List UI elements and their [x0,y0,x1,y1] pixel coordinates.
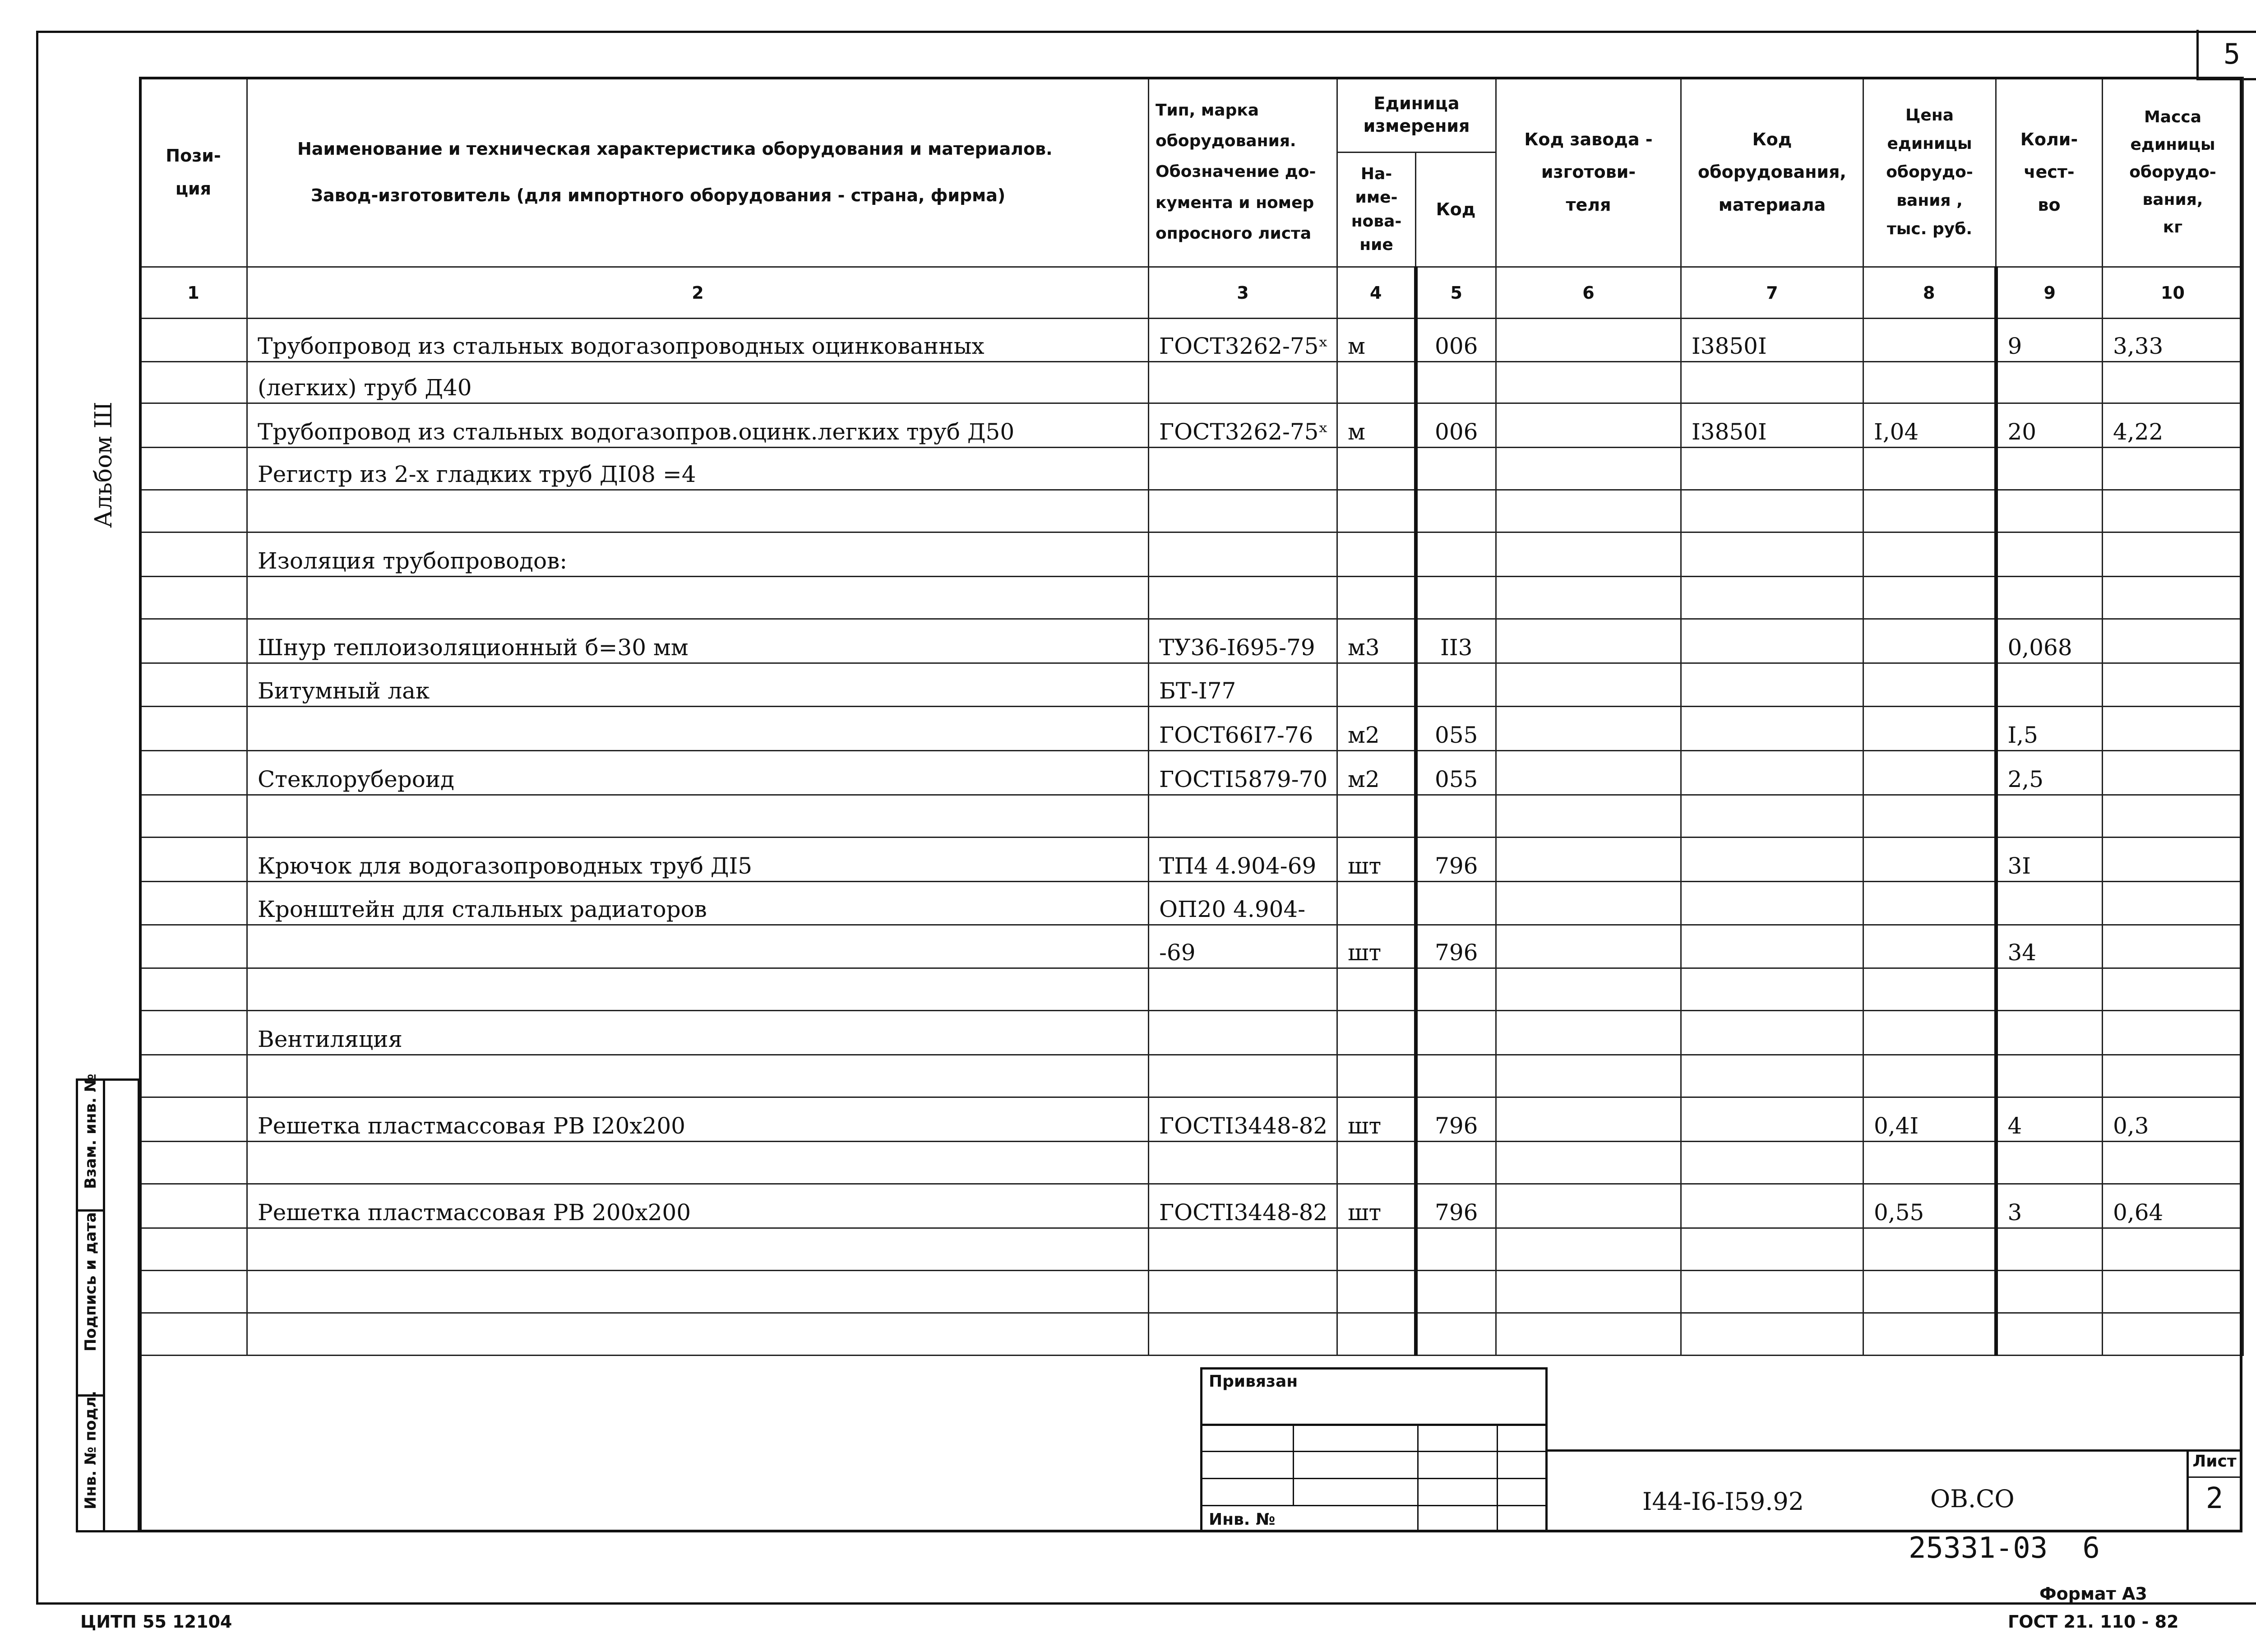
spec-outline [139,77,2242,1532]
header-quantity: Коли- чест- во [1996,78,2103,267]
stamp-inv: Инв. № подл. [82,1390,100,1509]
cell-col2: Крючок для водогазопроводных труб ДI5 [247,838,1149,882]
footer-left: ЦИТП 55 12104 [80,1612,232,1632]
header-equipment-code: Код оборудования, материала [1681,78,1863,267]
cell-col9: 3 [1996,1184,2103,1228]
cell-col5: 006 [1416,319,1496,362]
cell-col3: ГОСТI3448-82 [1149,1184,1337,1228]
cell-col8: 0,55 [1863,1184,1996,1228]
cell-col9: 2,5 [1996,751,2103,795]
cell-col7: I3850I [1681,319,1863,362]
cell-col2: Трубопровод из стальных водогазопроводных оцинкованных [247,319,1149,362]
column-number-6: 6 [1496,267,1681,319]
cell-col3: ГОСТI3448-82 [1149,1097,1337,1142]
list-number: 2 [2205,1482,2224,1515]
header-unit-name: На- име- нова- ние [1337,153,1416,267]
column-number-4: 4 [1337,267,1416,319]
header-position: Пози- ция [140,78,247,267]
cell-col2: Шнур теплоизоляционный б=30 мм [247,619,1149,663]
cell-col2: Решетка пластмассовая РВ I20х200 [247,1097,1149,1142]
cell-col7: I3850I [1681,403,1863,448]
cell-col2: (легких) труб Д40 [247,362,1149,403]
cell-col9: 4 [1996,1097,2103,1142]
cell-col2: Регистр из 2-х гладких труб ДI08 =4 [247,448,1149,490]
document-mark: ОВ.СО [1930,1485,2015,1513]
cell-col5: II3 [1416,619,1496,663]
archive-number: 25331-03 6 [1909,1532,2100,1565]
cell-col2: Вентиляция [247,1011,1149,1055]
cell-col4: шт [1337,925,1416,968]
column-number-2: 2 [247,267,1149,319]
cell-col3: ТУ36-I695-79 [1149,619,1337,663]
cell-col3: ГОСТ3262-75ˣ [1149,403,1337,448]
cell-col5: 006 [1416,403,1496,448]
cell-col10: 0,64 [2103,1184,2243,1228]
document-code: I44-I6-I59.92 [1642,1487,1804,1516]
header-type: Тип, марка оборудования. Обозначение до- кумента и номер опросного листа [1149,78,1337,267]
title-block-top-line [1548,1449,2242,1452]
cell-col4: м3 [1337,619,1416,663]
cell-col5: 796 [1416,1184,1496,1228]
cell-col5: 055 [1416,707,1496,751]
cell-col9: 9 [1996,319,2103,362]
footer-right: ГОСТ 21. 110 - 82 [2008,1612,2179,1632]
cell-col2: Решетка пластмассовая РВ 200х200 [247,1184,1149,1228]
privyazan-label: Привязан [1209,1372,1298,1391]
cell-col5: 796 [1416,838,1496,882]
album-label: Альбом Ш [90,402,117,528]
cell-col5: 796 [1416,925,1496,968]
cell-col3: ГОСТ3262-75ˣ [1149,319,1337,362]
cell-col3: ГОСТI5879-70 [1149,751,1337,795]
cell-col3: -69 [1149,925,1337,968]
cell-col4: м2 [1337,751,1416,795]
header-price: Цена единицы оборудо- вания , тыс. руб. [1863,78,1996,267]
column-number-1: 1 [140,267,247,319]
cell-col4: м [1337,319,1416,362]
cell-col4: шт [1337,838,1416,882]
column-number-3: 3 [1149,267,1337,319]
header-factory-code: Код завода - изготови- теля [1496,78,1681,267]
cell-col5: 055 [1416,751,1496,795]
cell-col3: ТП4 4.904-69 [1149,838,1337,882]
stamp-vzam: Взам. инв. № [82,1074,100,1189]
cell-col5: 796 [1416,1097,1496,1142]
cell-col2: Стеклорубероид [247,751,1149,795]
cell-col4: шт [1337,1184,1416,1228]
cell-col4: м [1337,403,1416,448]
cell-col2: Кронштейн для стальных радиаторов [247,882,1149,925]
cell-col10: 4,22 [2103,403,2243,448]
cell-col3: БТ-I77 [1149,663,1337,707]
cell-col2: Изоляция трубопроводов: [247,532,1149,577]
cell-col4: м2 [1337,707,1416,751]
header-unit-code: Код [1416,153,1496,267]
list-label: Лист [2192,1452,2237,1471]
cell-col2: Трубопровод из стальных водогазопров.оцинк.легких труб Д50 [247,403,1149,448]
cell-col9: I,5 [1996,707,2103,751]
column-number-8: 8 [1863,267,1996,319]
column-number-5: 5 [1416,267,1496,319]
title-block-list-line [2187,1476,2242,1478]
column-number-10: 10 [2103,267,2243,319]
cell-col4: шт [1337,1097,1416,1142]
cell-col9: 20 [1996,403,2103,448]
cell-col9: 3I [1996,838,2103,882]
cell-col3: ГОСТ66I7-76 [1149,707,1337,751]
privyazan-box [1200,1367,1548,1532]
inv-no-label: Инв. № [1209,1510,1276,1529]
cell-col10: 3,33 [2103,319,2243,362]
cell-col8: I,04 [1863,403,1996,448]
header-unit-group: Единица измерения [1337,78,1496,153]
cell-col10: 0,3 [2103,1097,2243,1142]
cell-col9: 34 [1996,925,2103,968]
cell-col9: 0,068 [1996,619,2103,663]
header-mass: Масса единицы оборудо- вания, кг [2103,78,2243,267]
column-number-7: 7 [1681,267,1863,319]
sheet-corner-number: 5 [2196,30,2256,80]
column-number-9: 9 [1996,267,2103,319]
format-label: Формат А3 [2039,1584,2147,1604]
cell-col8: 0,4I [1863,1097,1996,1142]
cell-col2: Битумный лак [247,663,1149,707]
cell-col3: ОП20 4.904- [1149,882,1337,925]
stamp-podpis: Подпись и дата [82,1212,100,1351]
header-name: Наименование и техническая характеристика оборудования и материалов. Завод-изготовитель (для импортного оборудования - страна, фирма) [247,78,1149,267]
